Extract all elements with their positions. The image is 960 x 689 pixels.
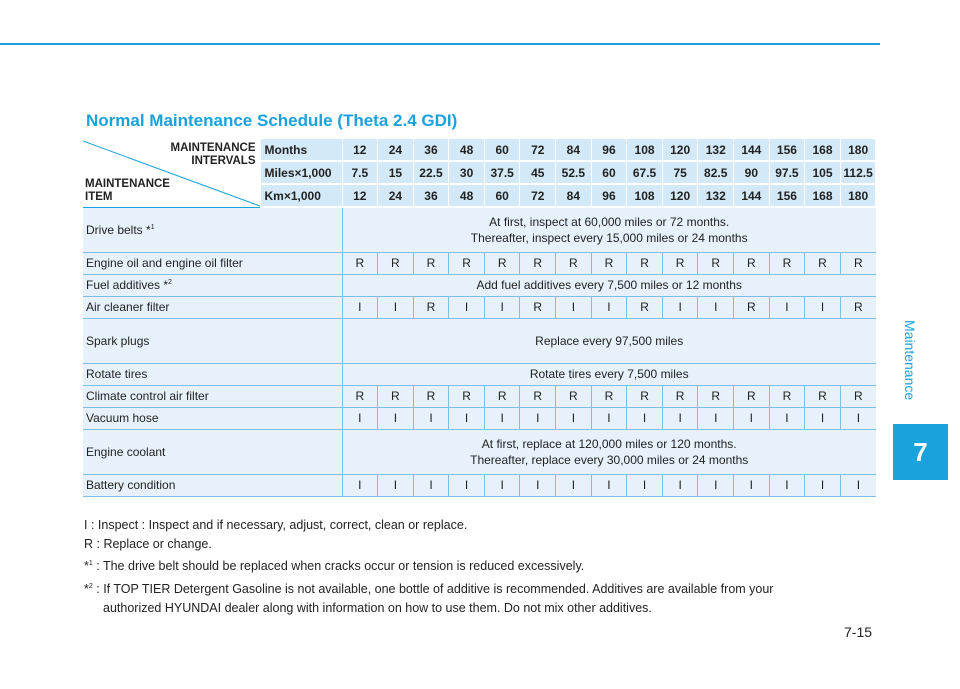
header-value: 12 (342, 184, 378, 207)
header-value: 168 (805, 139, 841, 162)
corner-bottom-line: MAINTENANCE (85, 177, 170, 190)
item-value: I (769, 474, 805, 496)
item-name (83, 429, 342, 474)
header-value: 67.5 (627, 161, 663, 184)
note-2-text: : If TOP TIER Detergent Gasoline is not available, one bottle of additive is recommended. Additives are available from your (92, 581, 774, 596)
header-value: 24 (378, 139, 414, 162)
item-name (83, 252, 342, 274)
header-value: 120 (662, 184, 698, 207)
item-value: R (342, 385, 378, 407)
note-1: *$^1$ : The drive belt should be replaced when cracks occur or tension is reduced excessively. (84, 559, 585, 574)
table-row (83, 363, 876, 385)
header-row-label: Months (260, 139, 342, 162)
header-value: 180 (840, 184, 876, 207)
header-value: 96 (591, 184, 627, 207)
item-value: R (840, 296, 876, 318)
item-value: I (520, 474, 556, 496)
header-value: 22.5 (413, 161, 449, 184)
section-tab-number[interactable]: 7 (893, 424, 948, 480)
item-value: I (449, 407, 485, 429)
item-value: R (627, 252, 663, 274)
page-number: 7-15 (844, 624, 873, 640)
item-name (83, 207, 342, 252)
item-value: I (769, 296, 805, 318)
item-value: I (556, 296, 592, 318)
item-name (83, 363, 342, 385)
item-value: I (591, 474, 627, 496)
header-value: 156 (769, 184, 805, 207)
note-inspect: I : Inspect : Inspect and if necessary, adjust, correct, clean or replace. (84, 518, 468, 532)
item-value: R (556, 252, 592, 274)
item-name-text: Engine coolant (86, 444, 166, 459)
item-value: R (591, 252, 627, 274)
item-value: I (734, 407, 770, 429)
item-span-line: Rotate tires every 7,500 miles (529, 367, 689, 381)
header-value: 72 (520, 184, 556, 207)
item-value: R (520, 385, 556, 407)
header-row[interactable] (83, 139, 876, 162)
item-value: I (342, 407, 378, 429)
item-value: R (449, 252, 485, 274)
item-span-line: Thereafter, inspect every 15,000 miles or 24 months (470, 230, 748, 245)
item-span-text (342, 318, 876, 363)
item-span-line: At first, inspect at 60,000 miles or 72 months. (489, 214, 730, 229)
table-row (83, 274, 876, 296)
header-value: 60 (484, 184, 520, 207)
item-value: R (805, 252, 841, 274)
header-value: 36 (413, 139, 449, 162)
item-name (83, 318, 342, 363)
item-value: R (769, 385, 805, 407)
note-1-text: : The drive belt should be replaced when cracks occur or tension is reduced excessively. (92, 559, 585, 574)
item-value: I (805, 296, 841, 318)
item-value: I (556, 474, 592, 496)
header-value: 180 (840, 139, 876, 162)
item-value: R (484, 252, 520, 274)
header-value: 82.5 (698, 161, 734, 184)
header-value: 96 (591, 139, 627, 162)
item-value: R (413, 252, 449, 274)
item-value: R (840, 385, 876, 407)
item-value: I (698, 407, 734, 429)
item-name (83, 407, 342, 429)
header-value: 15 (378, 161, 414, 184)
item-span-text (342, 207, 876, 252)
table-row (83, 474, 876, 496)
header-value: 60 (591, 161, 627, 184)
item-value: R (449, 385, 485, 407)
item-value: I (449, 296, 485, 318)
item-value: I (378, 474, 414, 496)
header-value: 168 (805, 184, 841, 207)
item-value: I (805, 407, 841, 429)
item-span-line: Thereafter, replace every 30,000 miles or 24 months (470, 452, 749, 467)
item-value: R (556, 385, 592, 407)
item-value: I (698, 296, 734, 318)
table-row (83, 318, 876, 363)
table-row (83, 407, 876, 429)
item-name-text: Engine oil and engine oil filter (86, 256, 243, 270)
item-value: I (769, 407, 805, 429)
item-name (83, 296, 342, 318)
item-value: I (734, 474, 770, 496)
item-value: I (484, 407, 520, 429)
item-value: I (378, 296, 414, 318)
item-value: R (484, 385, 520, 407)
item-span-line: At first, replace at 120,000 miles or 120 months. (481, 436, 737, 451)
item-value: R (342, 252, 378, 274)
item-value: I (484, 474, 520, 496)
header-rule (0, 43, 880, 45)
item-value: I (840, 407, 876, 429)
item-value: R (734, 296, 770, 318)
item-name-text: Drive belts * (86, 222, 151, 237)
item-value: R (520, 296, 556, 318)
header-value: 156 (769, 139, 805, 162)
item-name-text: Vacuum hose (86, 411, 159, 425)
header-value: 48 (449, 139, 485, 162)
item-value: R (698, 252, 734, 274)
item-name (83, 385, 342, 407)
corner-bottom-label (85, 178, 170, 204)
table-row (83, 296, 876, 318)
item-value: I (413, 474, 449, 496)
item-value: I (342, 296, 378, 318)
corner-top-line: MAINTENANCE (170, 141, 256, 154)
table-row (83, 207, 876, 252)
header-value: 36 (413, 184, 449, 207)
item-value: R (520, 252, 556, 274)
item-value: R (413, 296, 449, 318)
item-value: R (413, 385, 449, 407)
item-name (83, 274, 342, 296)
header-value: 45 (520, 161, 556, 184)
header-value: 90 (734, 161, 770, 184)
notes (84, 516, 874, 618)
item-value: R (378, 252, 414, 274)
header-value: 144 (734, 139, 770, 162)
header-value: 97.5 (769, 161, 805, 184)
item-value: I (449, 474, 485, 496)
header-row-label: Km×1,000 (260, 184, 342, 207)
header-value: 7.5 (342, 161, 378, 184)
note-replace: R : Replace or change. (84, 537, 212, 552)
item-value: R (627, 296, 663, 318)
header-value: 108 (627, 139, 663, 162)
item-span-text (342, 363, 876, 385)
item-name-text: Spark plugs (86, 333, 150, 348)
table-row (83, 385, 876, 407)
corner-bottom-line: ITEM (85, 190, 113, 203)
header-value: 52.5 (556, 161, 592, 184)
maintenance-schedule-table (83, 138, 876, 497)
item-value: R (734, 385, 770, 407)
header-corner (83, 139, 260, 208)
item-value: R (734, 252, 770, 274)
item-value: R (805, 385, 841, 407)
item-value: I (378, 407, 414, 429)
header-value: 24 (378, 184, 414, 207)
item-name (83, 474, 342, 496)
header-value: 30 (449, 161, 485, 184)
item-name-text: Battery condition (86, 478, 176, 492)
header-value: 75 (662, 161, 698, 184)
item-value: I (627, 407, 663, 429)
item-value: I (805, 474, 841, 496)
note-2-continued: authorized HYUNDAI dealer along with information on how to use them. Do not mix other additives. (103, 601, 652, 616)
header-value: 112.5 (840, 161, 876, 184)
item-value: I (413, 407, 449, 429)
item-name-text: Air cleaner filter (86, 300, 170, 314)
item-value: R (769, 252, 805, 274)
item-value: I (662, 474, 698, 496)
header-value: 12 (342, 139, 378, 162)
header-value: 72 (520, 139, 556, 162)
note-1-mark: 1 (88, 560, 93, 568)
item-value: I (484, 296, 520, 318)
item-value: I (520, 407, 556, 429)
item-span-line: Replace every 97,500 miles (535, 333, 684, 348)
item-value: R (698, 385, 734, 407)
item-value: I (342, 474, 378, 496)
corner-top-line: INTERVALS (191, 154, 256, 167)
page-title: Normal Maintenance Schedule (Theta 2.4 GDI) (86, 111, 458, 130)
item-value: R (662, 385, 698, 407)
item-name-text: Fuel additives * (86, 278, 169, 292)
item-value: I (591, 407, 627, 429)
item-value: I (627, 474, 663, 496)
header-value: 60 (484, 139, 520, 162)
header-value: 120 (662, 139, 698, 162)
section-tab-label[interactable]: Maintenance (902, 319, 918, 401)
corner-top-label (171, 142, 256, 168)
item-value: R (627, 385, 663, 407)
item-value: R (591, 385, 627, 407)
header-value: 37.5 (484, 161, 520, 184)
item-value: I (662, 407, 698, 429)
header-value: 105 (805, 161, 841, 184)
header-value: 84 (556, 184, 592, 207)
item-name-text: Climate control air filter (86, 389, 209, 403)
header-row-label: Miles×1,000 (260, 161, 342, 184)
table-row (83, 429, 876, 474)
item-footnote-mark: 1 (150, 223, 155, 231)
header-value: 108 (627, 184, 663, 207)
item-value: I (662, 296, 698, 318)
item-value: R (840, 252, 876, 274)
item-value: R (378, 385, 414, 407)
header-value: 48 (449, 184, 485, 207)
item-footnote-mark: 2 (168, 279, 172, 286)
item-name-text: Rotate tires (86, 367, 148, 381)
header-value: 84 (556, 139, 592, 162)
note-2-mark: 2 (88, 582, 93, 590)
note-2: *$^2$ : If TOP TIER Detergent Gasoline is not available, one bottle of additive is recommended. Additives are available from your (84, 581, 774, 596)
header-value: 144 (734, 184, 770, 207)
header-value: 132 (698, 139, 734, 162)
item-value: I (556, 407, 592, 429)
header-value: 132 (698, 184, 734, 207)
item-value: I (698, 474, 734, 496)
table-row (83, 252, 876, 274)
item-value: I (591, 296, 627, 318)
item-span-text (342, 429, 876, 474)
item-value: I (840, 474, 876, 496)
item-span-line: Add fuel additives every 7,500 miles or 12 months (476, 278, 742, 292)
item-span-text (342, 274, 876, 296)
item-value: R (662, 252, 698, 274)
